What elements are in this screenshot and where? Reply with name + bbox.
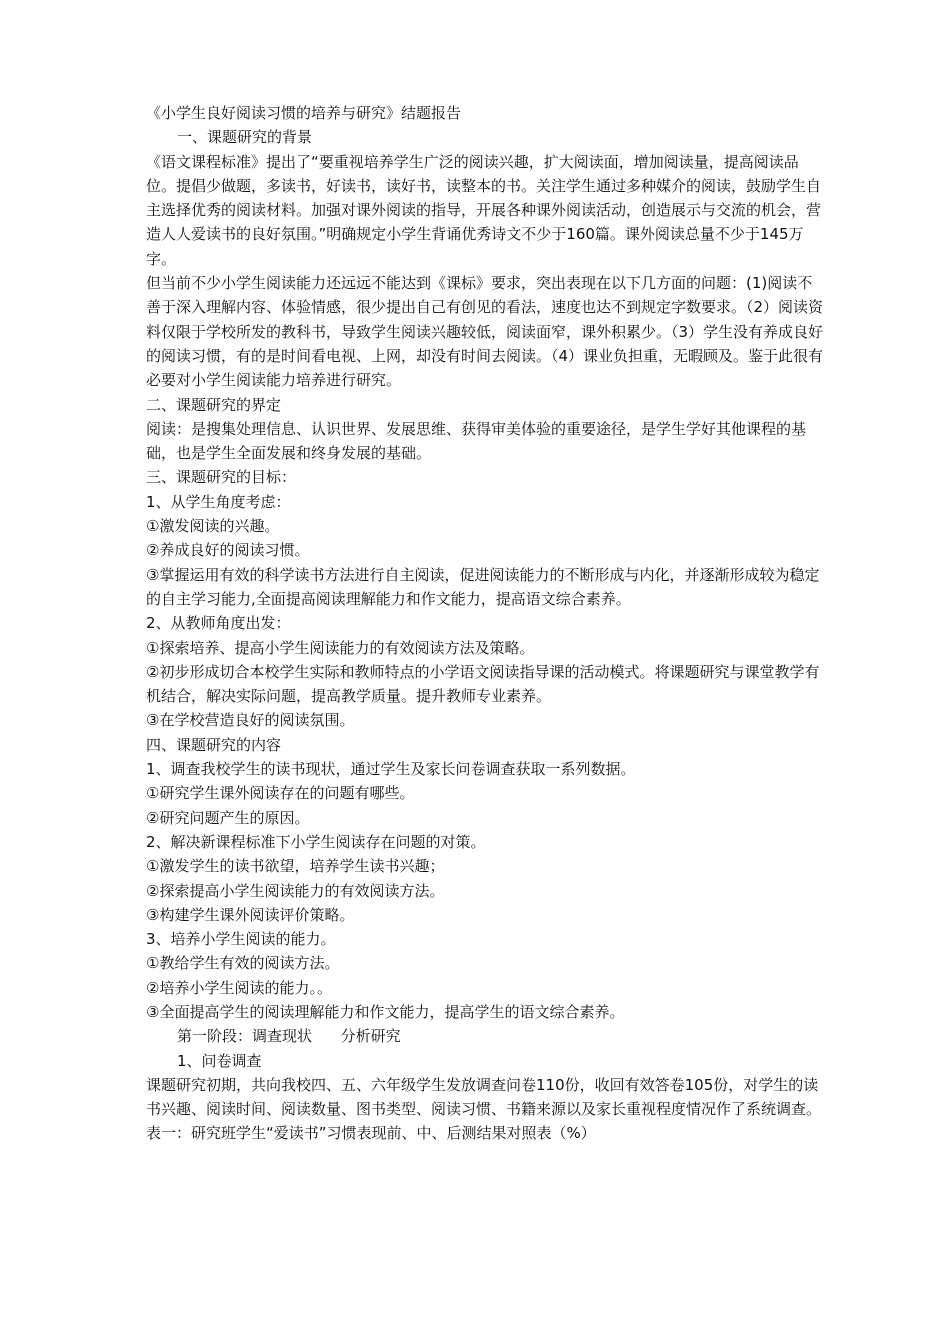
paragraph-list <box>146 125 826 1145</box>
paragraph: ①教给学生有效的阅读方法。 <box>146 954 340 973</box>
paragraph: ①探索培养、提高小学生阅读能力的有效阅读方法及策略。 <box>146 638 535 657</box>
report-title: 《小学生良好阅读习惯的培养与研究》结题报告 <box>146 104 462 122</box>
paragraph: 二、课题研究的界定 <box>146 395 282 414</box>
paragraph: 1、调查我校学生的读书现状，通过学生及家长问卷调查获取一系列数据。 <box>146 760 636 779</box>
paragraph: ②培养小学生阅读的能力。。 <box>146 978 332 997</box>
paragraph: ③全面提高学生的阅读理解能力和作文能力，提高学生的语文综合素养。 <box>146 1002 625 1021</box>
paragraph: ③构建学生课外阅读评价策略。 <box>146 905 355 924</box>
paragraph: 阅读：是搜集处理信息、认识世界、发展思维、获得审美体验的重要途径，是学生学好其他课程的基础，也是学生全面发展和终身发展的基础。 <box>146 419 807 463</box>
paragraph: ③掌握运用有效的科学读书方法进行自主阅读，促进阅读能力的不断形成与内化，并逐渐形成较为稳定的自主学习能力,全面提高阅读理解能力和作文能力，提高语文综合素养。 <box>146 565 820 608</box>
paragraph: ②研究问题产生的原因。 <box>146 808 310 827</box>
paragraph: 一、课题研究的背景 <box>177 128 313 147</box>
paragraph: ②养成良好的阅读习惯。 <box>146 541 310 560</box>
paragraph: ①激发学生的读书欲望，培养学生读书兴趣； <box>146 857 445 876</box>
paragraph: 第一阶段：调查现状 分析研究 <box>177 1027 401 1046</box>
paragraph: 但当前不少小学生阅读能力还远远不能达到《课标》要求，突出表现在以下几方面的问题：(1)阅读不善于深入理解内容、体验情感，很少提出自己有创见的看法，速度也达不到规定字数要求。（2）阅读资料仅限于学校所发的教科书，导致学生阅读兴趣较低，阅读面窄，课外积累少。（3）学生没有养成良好的阅读习惯，有的是时间看电视、上网，却没有时间去阅读。（4）课业负担重，无暇顾及。鉴于此很有必要对小学生阅读能力培养进行研究。 <box>146 274 824 390</box>
paragraph: 2、从教师角度出发： <box>146 614 291 633</box>
paragraph: ③在学校营造良好的阅读氛围。 <box>146 711 355 730</box>
document-body <box>146 101 826 1146</box>
paragraph: 2、解决新课程标准下小学生阅读存在问题的对策。 <box>146 832 486 851</box>
paragraph: 3、培养小学生阅读的能力。 <box>146 930 336 949</box>
paragraph: ①激发阅读的兴趣。 <box>146 517 280 536</box>
paragraph: ①研究学生课外阅读存在的问题有哪些。 <box>146 784 415 803</box>
paragraph: 1、从学生角度考虑： <box>146 492 291 511</box>
paragraph: 《语文课程标准》提出了“要重视培养学生广泛的阅读兴趣，扩大阅读面，增加阅读量，提高阅读品位。提倡少做题，多读书，好读书，读好书，读整本的书。关注学生通过多种媒介的阅读，鼓励学生自主选择优秀的阅读材料。加强对课外阅读的指导，开展各种课外阅读活动，创造展示与交流的机会，营造人人爱读书的良好氛围。”明确规定小学生背诵优秀诗文不少于160篇。课外阅读总量不少于145万字。 <box>146 152 822 268</box>
paragraph: 课题研究初期，共向我校四、五、六年级学生发放调查问卷110份，收回有效答卷105份，对学生的读书兴趣、阅读时间、阅读数量、图书类型、阅读习惯、书籍来源以及家长重视程度情况作了系统调查。 <box>146 1075 822 1119</box>
paragraph: ②探索提高小学生阅读能力的有效阅读方法。 <box>146 881 445 900</box>
paragraph: 四、课题研究的内容 <box>146 735 282 754</box>
paragraph: 三、课题研究的目标： <box>146 468 297 487</box>
paragraph: ②初步形成切合本校学生实际和教师特点的小学语文阅读指导课的活动模式。将课题研究与课堂教学有机结合，解决实际问题，提高教学质量。提升教师专业素养。 <box>146 662 820 706</box>
paragraph: 1、问卷调查 <box>177 1051 262 1070</box>
paragraph: 表一：研究班学生“爱读书”习惯表现前、中、后测结果对照表（%） <box>146 1124 596 1143</box>
